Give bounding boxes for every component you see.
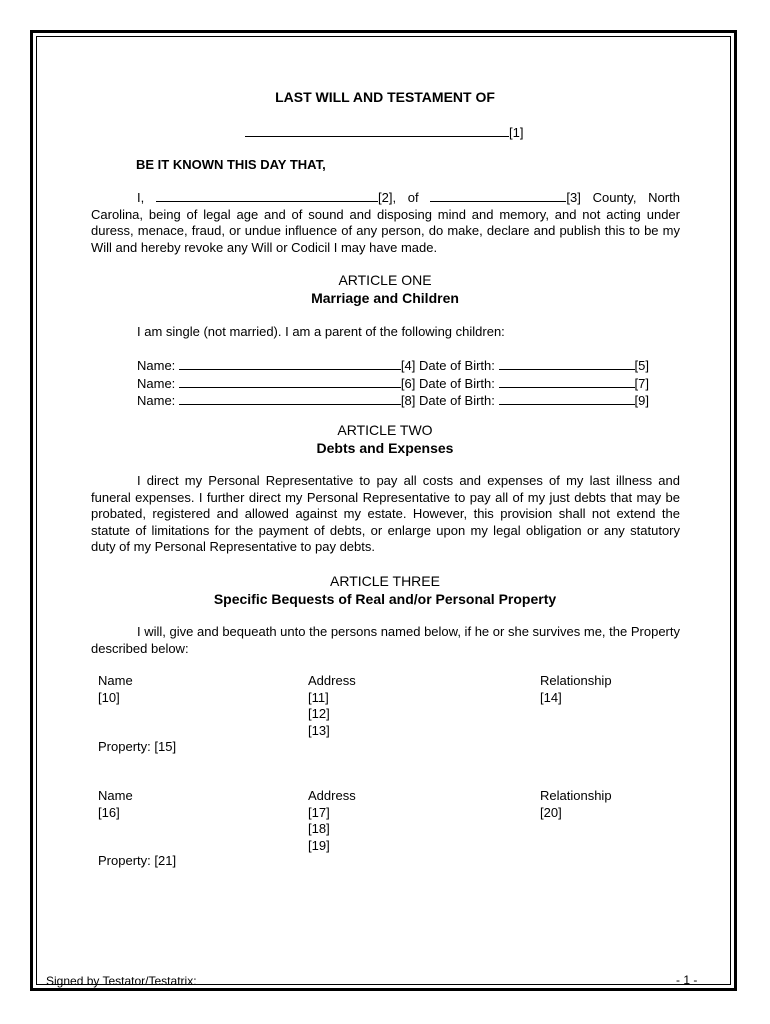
testator-name-blank[interactable] <box>245 124 509 137</box>
bequest-name-col <box>98 788 133 821</box>
article-three-paragraph <box>91 624 680 657</box>
child-name-ref: [6] <box>400 375 416 391</box>
child-name-blank[interactable] <box>179 357 401 370</box>
county-blank[interactable] <box>430 189 566 202</box>
bequest-address-col <box>308 788 356 854</box>
testator-name-line <box>245 124 523 140</box>
child-name-ref: [8] <box>400 393 416 408</box>
name-label: Name: <box>137 393 176 408</box>
bequest-relationship-ref: [20] <box>540 804 562 820</box>
child-name-blank[interactable] <box>179 392 401 405</box>
dob-label: Date of Birth: <box>419 393 495 408</box>
article-two-text: I direct my Personal Representative to pay all costs and expenses of my last illness and funeral expenses. I further direct my Personal Representative to pay all of my just debts that may be probated, registered and allowed against my estate. However, this provision shall not extend the statute of limitations for the payment of debts, or enlarge upon my legal obligation or any statutory duty of my Personal Representative to pay debts. <box>91 473 680 554</box>
relationship-header: Relationship <box>540 673 612 688</box>
name-header: Name <box>98 673 133 688</box>
child-row <box>137 375 649 393</box>
bequest-property <box>98 853 176 868</box>
bequest-address-line: [11] <box>308 689 329 705</box>
property-label: Property: <box>98 853 151 868</box>
children-list <box>137 357 649 410</box>
child-dob-ref: [5] <box>634 358 649 373</box>
bequest-address-line: [19] <box>308 837 330 853</box>
child-dob-ref: [7] <box>634 375 649 391</box>
article-three-heading: ARTICLE THREE <box>330 573 440 589</box>
testator-blank[interactable] <box>156 189 378 202</box>
child-row <box>137 357 649 375</box>
bequest-relationship-col <box>540 788 612 821</box>
page-number: - 1 - <box>676 973 698 987</box>
article-one-subheading: Marriage and Children <box>311 290 459 306</box>
bequest-address-line: [13] <box>308 722 330 738</box>
testator-field-ref: [1] <box>509 125 524 140</box>
bequest-address-line: [12] <box>308 706 330 721</box>
article-two-heading: ARTICLE TWO <box>337 422 433 438</box>
child-name-ref: [4] <box>400 358 416 373</box>
bequest-property <box>98 739 176 754</box>
child-dob-blank[interactable] <box>499 357 635 370</box>
article-two-subheading: Debts and Expenses <box>316 440 454 456</box>
child-name-blank[interactable] <box>179 375 401 388</box>
child-dob-blank[interactable] <box>499 392 635 405</box>
property-ref: [21] <box>154 853 177 868</box>
document-title: LAST WILL AND TESTAMENT OF <box>275 89 495 105</box>
bequest-address-line: [18] <box>308 821 330 836</box>
dob-label: Date of Birth: <box>419 375 495 391</box>
article-one-text: I am single (not married). I am a parent of the following children: <box>137 324 505 339</box>
intro-i: I, <box>137 190 145 205</box>
address-header: Address <box>308 673 356 688</box>
known-statement: BE IT KNOWN THIS DAY THAT, <box>136 157 326 172</box>
intro-ref-3: [3] County, North <box>566 190 680 205</box>
name-label: Name: <box>137 358 176 373</box>
bequest-name-ref: [16] <box>98 804 120 820</box>
address-header: Address <box>308 788 356 803</box>
article-three-subheading: Specific Bequests of Real and/or Personal Property <box>213 591 557 607</box>
bequest-relationship-ref: [14] <box>540 689 562 705</box>
article-three-text: I will, give and bequeath unto the persons named below, if he or she survives me, the Property described below: <box>91 624 680 656</box>
property-ref: [15] <box>154 739 177 754</box>
bequest-name-col <box>98 673 133 706</box>
bequest-address-line: [17] <box>308 804 330 820</box>
signature-footer <box>46 973 405 988</box>
signed-label: Signed by Testator/Testatrix: <box>46 974 197 988</box>
child-dob-ref: [9] <box>634 393 649 408</box>
intro-paragraph <box>91 189 680 256</box>
article-two-paragraph <box>91 473 680 556</box>
signature-blank[interactable] <box>200 973 405 985</box>
name-label: Name: <box>137 375 176 391</box>
name-header: Name <box>98 788 133 803</box>
bequest-relationship-col <box>540 673 612 706</box>
relationship-header: Relationship <box>540 788 612 803</box>
child-dob-blank[interactable] <box>499 375 635 388</box>
bequest-address-col <box>308 673 356 739</box>
bequest-name-ref: [10] <box>98 689 120 705</box>
dob-label: Date of Birth: <box>419 358 495 373</box>
property-label: Property: <box>98 739 151 754</box>
article-one-heading: ARTICLE ONE <box>338 272 432 288</box>
intro-ref-2: [2], of <box>377 190 419 205</box>
intro-rest: Carolina, being of legal age and of sound and disposing mind and memory, and not acting under duress, menace, fraud, or undue influence of any person, do make, declare and publish this to be my Will and hereby revoke any Will or Codicil I may have made. <box>91 206 680 255</box>
child-row <box>137 392 649 410</box>
